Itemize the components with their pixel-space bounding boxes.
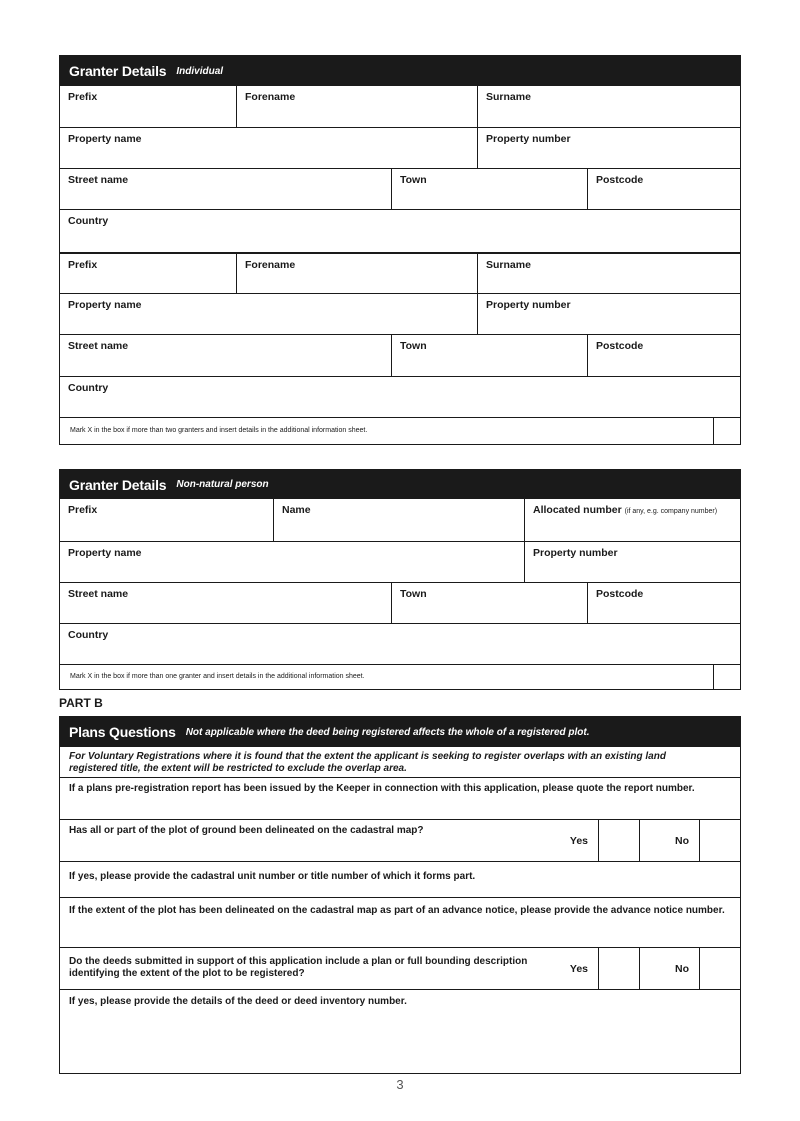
- country-field[interactable]: Country: [68, 215, 109, 227]
- prefix-field[interactable]: Prefix: [68, 504, 98, 516]
- plans-questions-header: [60, 717, 740, 747]
- yes-label: Yes: [569, 834, 588, 847]
- voluntary-registration-note: For Voluntary Registrations where it is found that the extent the applicant is seeking to register overlaps with an existing land registered title, the extent will be restricted to exclude the overlap area.: [69, 751, 666, 774]
- postcode-field[interactable]: Postcode: [587, 335, 740, 376]
- plans-questions-section: [59, 716, 741, 1074]
- forename-field[interactable]: Forename: [236, 254, 477, 293]
- property-number-field[interactable]: Property number: [477, 294, 740, 334]
- country-field[interactable]: Country: [68, 382, 109, 394]
- street-name-field[interactable]: Street name: [68, 174, 129, 186]
- section-subtitle: Individual: [176, 65, 224, 77]
- section-subtitle: Non-natural person: [176, 479, 269, 490]
- no-label: No: [639, 948, 699, 989]
- delineated-question: Has all or part of the plot of ground been delineated on the cadastral map?: [69, 825, 424, 836]
- allocated-number-field[interactable]: Allocated number (if any, e.g. company number): [524, 499, 740, 541]
- section-title: Plans Questions: [69, 724, 176, 740]
- property-name-field[interactable]: Property name: [68, 299, 142, 311]
- forename-field[interactable]: Forename: [236, 86, 477, 127]
- granter-individual-section: [59, 55, 741, 445]
- granter-non-natural-section: [59, 469, 741, 690]
- granter-individual-header: [60, 56, 740, 86]
- delineated-yes-checkbox[interactable]: [598, 820, 639, 861]
- deeds-plan-no-checkbox[interactable]: [699, 948, 740, 989]
- part-b-heading: PART B: [59, 696, 103, 710]
- surname-field[interactable]: Surname: [477, 86, 740, 127]
- property-number-field[interactable]: Property number: [477, 128, 740, 168]
- yes-label: Yes: [569, 962, 588, 975]
- surname-field[interactable]: Surname: [477, 254, 740, 293]
- postcode-field[interactable]: Postcode: [587, 583, 740, 623]
- street-name-field[interactable]: Street name: [68, 588, 129, 600]
- deeds-plan-question: Do the deeds submitted in support of this application include a plan or full bounding description identifying the extent of the plot to be registered?: [69, 956, 528, 979]
- delineated-no-checkbox[interactable]: [699, 820, 740, 861]
- prefix-field[interactable]: Prefix: [68, 91, 98, 103]
- more-granters-checkbox[interactable]: [713, 418, 740, 444]
- town-field[interactable]: Town: [391, 169, 587, 209]
- country-field[interactable]: Country: [68, 629, 109, 641]
- section-title: Granter Details: [69, 63, 167, 79]
- prefix-field[interactable]: Prefix: [68, 259, 98, 271]
- more-granters-note: Mark X in the box if more than two granters and insert details in the additional information sheet.: [70, 427, 368, 434]
- town-field[interactable]: Town: [391, 335, 587, 376]
- property-name-field[interactable]: Property name: [68, 133, 142, 145]
- cadastral-unit-field[interactable]: If yes, please provide the cadastral unit number or title number of which it forms part.: [69, 871, 476, 882]
- section-title: Granter Details: [69, 476, 167, 493]
- no-label: No: [639, 820, 699, 861]
- more-granters-note: Mark X in the box if more than one granter and insert details in the additional information sheet.: [70, 673, 365, 680]
- allocated-number-hint: (if any, e.g. company number): [624, 508, 718, 515]
- postcode-field[interactable]: Postcode: [587, 169, 740, 209]
- property-number-field[interactable]: Property number: [524, 542, 740, 582]
- town-field[interactable]: Town: [391, 583, 587, 623]
- street-name-field[interactable]: Street name: [68, 340, 129, 352]
- deed-details-field[interactable]: If yes, please provide the details of the deed or deed inventory number.: [69, 996, 407, 1007]
- advance-notice-field[interactable]: If the extent of the plot has been delineated on the cadastral map as part of an advance notice, please provide the advance notice number.: [69, 905, 725, 916]
- section-subtitle: Not applicable where the deed being registered affects the whole of a registered plot.: [185, 726, 590, 738]
- name-field[interactable]: Name: [273, 499, 524, 541]
- more-granters-checkbox[interactable]: [713, 665, 740, 689]
- deeds-plan-yes-checkbox[interactable]: [598, 948, 639, 989]
- report-number-field[interactable]: If a plans pre-registration report has been issued by the Keeper in connection with this application, please quote the report number.: [69, 783, 695, 794]
- page-number: 3: [396, 1077, 404, 1092]
- property-name-field[interactable]: Property name: [68, 547, 142, 559]
- granter-non-natural-header: [60, 470, 740, 499]
